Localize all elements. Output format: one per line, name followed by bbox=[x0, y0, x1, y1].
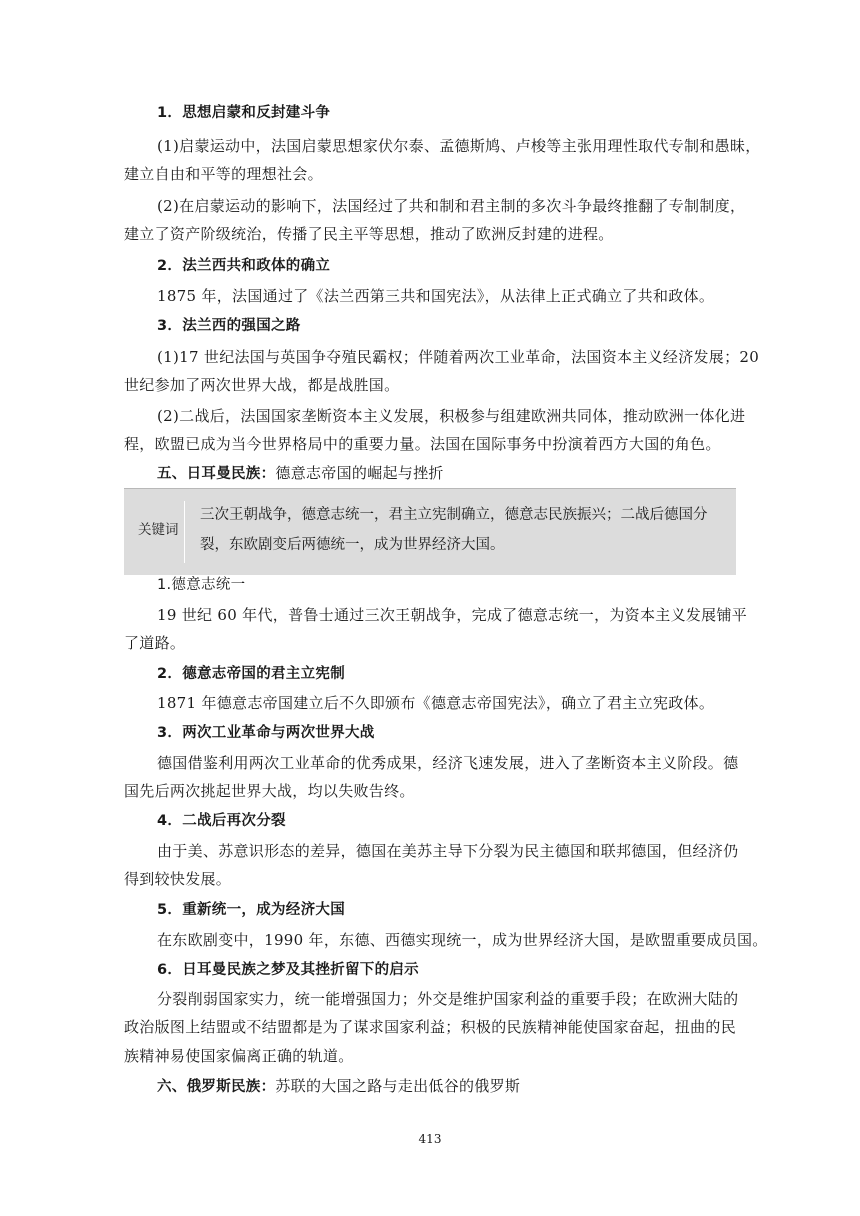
paragraph-line: (2)在启蒙运动的影响下，法国经过了共和制和君主制的多次斗争最终推翻了专制制度， bbox=[157, 197, 746, 215]
paragraph-line: 了道路。 bbox=[124, 634, 186, 652]
keyword-text-line: 裂，东欧剧变后两德统一，成为世界经济大国。 bbox=[200, 537, 505, 553]
paragraph-line: (2)二战后，法国国家垄断资本主义发展，积极参与组建欧洲共同体，推动欧洲一体化进 bbox=[157, 407, 746, 425]
keyword-divider bbox=[184, 501, 185, 563]
section-heading-germanic bbox=[157, 463, 736, 484]
paragraph-line: (1)启蒙运动中，法国启蒙思想家伏尔泰、孟德斯鸠、卢梭等主张用理性取代专制和愚昧， bbox=[157, 137, 761, 155]
paragraph-line: 德国借鉴利用两次工业革命的优秀成果，经济飞速发展，进入了垄断资本主义阶段。德 bbox=[157, 754, 739, 772]
paragraph-line: 1871 年德意志帝国建立后不久即颁布《德意志帝国宪法》，确立了君主立宪政体。 bbox=[157, 694, 715, 712]
paragraph-line: 得到较快发展。 bbox=[124, 870, 232, 888]
paragraph-line: 在东欧剧变中，1990 年，东德、西德实现统一，成为世界经济大国，是欧盟重要成员国。 bbox=[157, 931, 768, 949]
section-heading-russian bbox=[157, 1076, 736, 1097]
paragraph-line: 程，欧盟已成为当今世界格局中的重要力量。法国在国际事务中扮演着西方大国的角色。 bbox=[124, 435, 721, 453]
page-number: 413 bbox=[418, 1132, 442, 1146]
paragraph-line: 19 世纪 60 年代，普鲁士通过三次王朝战争，完成了德意志统一，为资本主义发展铺平 bbox=[157, 606, 748, 624]
heading-1-enlightenment: 1．思想启蒙和反封建斗争 bbox=[157, 105, 331, 121]
paragraph-line: 族精神易使国家偏离正确的轨道。 bbox=[124, 1047, 354, 1065]
paragraph-line: 世纪参加了两次世界大战，都是战胜国。 bbox=[124, 376, 400, 394]
keyword-label: 关键词 bbox=[138, 522, 179, 538]
heading-reunification: 5．重新统一，成为经济大国 bbox=[157, 902, 345, 918]
paragraph-line: 建立了资产阶级统治，传播了民主平等思想，推动了欧洲反封建的进程。 bbox=[124, 225, 614, 243]
heading-unification: 1.德意志统一 bbox=[157, 577, 246, 593]
paragraph-line: 由于美、苏意识形态的差异，德国在美苏主导下分裂为民主德国和联邦德国，但经济仍 bbox=[157, 842, 739, 860]
paragraph-line: (1)17 世纪法国与英国争夺殖民霸权；伴随着两次工业革命，法国资本主义经济发展；20 bbox=[157, 348, 760, 366]
heading-division: 4．二战后再次分裂 bbox=[157, 813, 286, 829]
heading-lessons: 6．日耳曼民族之梦及其挫折留下的启示 bbox=[157, 962, 419, 978]
paragraph-line: 政治版图上结盟或不结盟都是为了谋求国家利益；积极的民族精神能使国家奋起，扭曲的民 bbox=[124, 1018, 737, 1036]
heading-industrial-revolutions: 3．两次工业革命与两次世界大战 bbox=[157, 725, 375, 741]
heading-3-power: 3．法兰西的强国之路 bbox=[157, 318, 301, 334]
paragraph-line: 建立自由和平等的理想社会。 bbox=[124, 165, 323, 183]
paragraph-line: 1875 年，法国通过了《法兰西第三共和国宪法》，从法律上正式确立了共和政体。 bbox=[157, 287, 715, 305]
section-heading-subtitle: 德意志帝国的崛起与挫折 bbox=[275, 464, 444, 482]
heading-2-republic: 2．法兰西共和政体的确立 bbox=[157, 258, 331, 274]
section-heading-subtitle: 苏联的大国之路与走出低谷的俄罗斯 bbox=[275, 1077, 521, 1095]
paragraph-line: 分裂削弱国家实力，统一能增强国力；外交是维护国家利益的重要手段；在欧洲大陆的 bbox=[157, 990, 739, 1008]
section-heading-label: 五、日耳曼民族： bbox=[157, 466, 276, 482]
keyword-box bbox=[124, 488, 736, 575]
paragraph-line: 国先后两次挑起世界大战，均以失败告终。 bbox=[124, 782, 415, 800]
heading-constitutional-monarchy: 2．德意志帝国的君主立宪制 bbox=[157, 666, 345, 682]
keyword-text-line: 三次王朝战争，德意志统一，君主立宪制确立，德意志民族振兴；二战后德国分 bbox=[200, 507, 708, 523]
section-heading-label: 六、俄罗斯民族： bbox=[157, 1079, 276, 1095]
